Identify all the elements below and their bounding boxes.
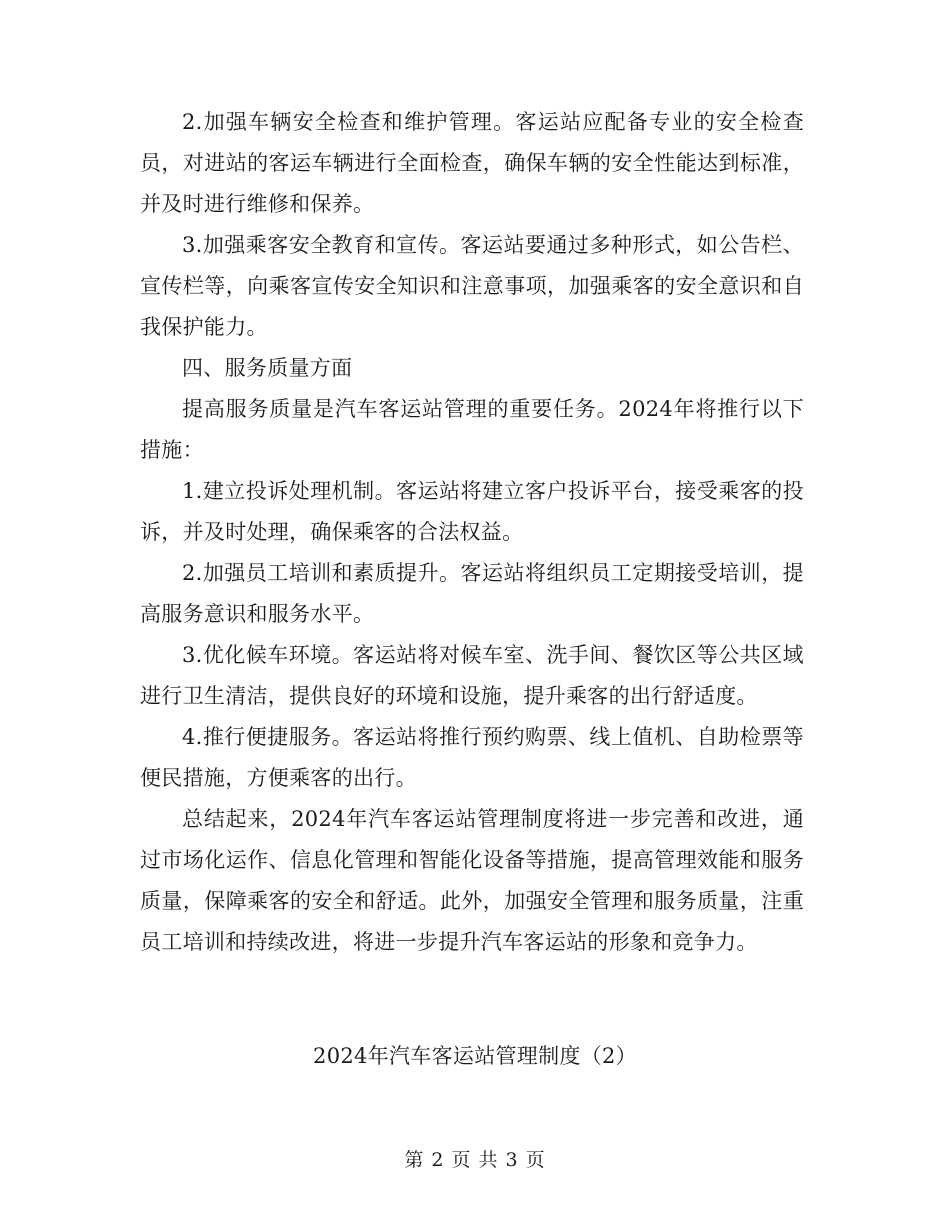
paragraph-complaint-mechanism: 1.建立投诉处理机制。客运站将建立客户投诉平台，接受乘客的投诉，并及时处理，确保乘客的合法权益。: [140, 479, 804, 544]
paragraph-summary: 总结起来，2024年汽车客运站管理制度将进一步完善和改进，通过市场化运作、信息化管理和智能化设备等措施，提高管理效能和服务质量，保障乘客的安全和舒适。此外，加强安全管理和服务质量，注重员工培训和持续改进，将进一步提升汽车客运站的形象和竞争力。: [140, 807, 804, 954]
page-number-footer: 第 2 页 共 3 页: [404, 1149, 546, 1171]
paragraph-vehicle-inspection: 2.加强车辆安全检查和维护管理。客运站应配备专业的安全检查员，对进站的客运车辆进行全面检查，确保车辆的安全性能达到标准，并及时进行维修和保养。: [140, 110, 804, 216]
paragraph-service-intro: 提高服务质量是汽车客运站管理的重要任务。2024年将推行以下措施：: [140, 397, 804, 462]
document-body: [140, 102, 804, 963]
section-title: 2024年汽车客运站管理制度（2）: [313, 1044, 637, 1068]
section-heading-service-quality: 四、服务质量方面: [182, 356, 353, 380]
paragraph-passenger-education: 3.加强乘客安全教育和宣传。客运站要通过多种形式，如公告栏、宣传栏等，向乘客宣传安全知识和注意事项，加强乘客的安全意识和自我保护能力。: [140, 233, 804, 339]
paragraph-convenient-service: 4.推行便捷服务。客运站将推行预约购票、线上值机、自助检票等便民措施，方便乘客的出行。: [140, 725, 804, 790]
paragraph-waiting-environment: 3.优化候车环境。客运站将对候车室、洗手间、餐饮区等公共区域进行卫生清洁，提供良好的环境和设施，提升乘客的出行舒适度。: [140, 643, 804, 708]
paragraph-staff-training: 2.加强员工培训和素质提升。客运站将组织员工定期接受培训，提高服务意识和服务水平。: [140, 561, 804, 626]
